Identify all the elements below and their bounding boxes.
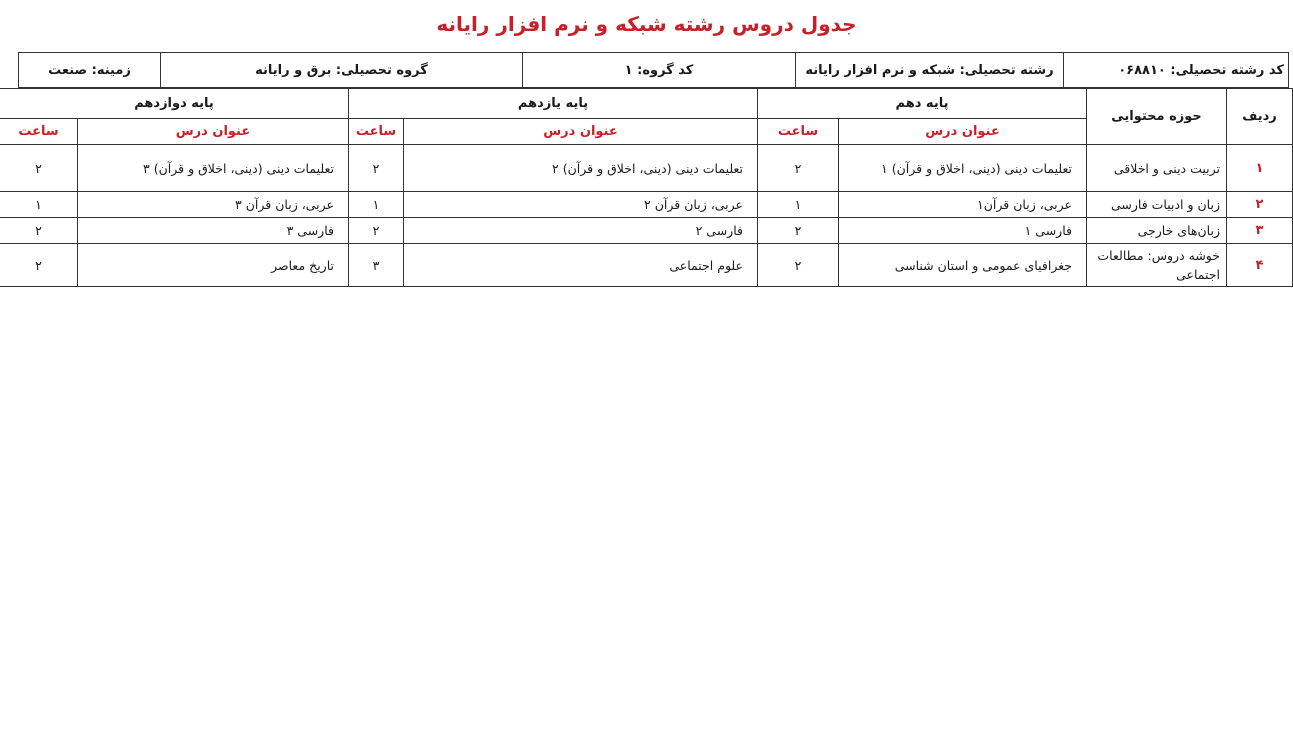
g12-hours-header: ساعت xyxy=(0,119,78,145)
group-name: گروه تحصیلی: برق و رایانه xyxy=(161,53,523,88)
area-header: حوزه محتوایی xyxy=(1087,89,1227,145)
g12-course: تعلیمات دینی (دینی، اخلاق و قرآن) ۳ xyxy=(78,145,349,192)
g12-course: عربی، زبان قرآن ۳ xyxy=(78,192,349,218)
courses-table xyxy=(0,88,1293,287)
table-row xyxy=(0,218,1293,244)
g11-hours: ۳ xyxy=(349,244,404,287)
g11-course: عربی، زبان قرآن ۲ xyxy=(404,192,758,218)
radif-cell: ۲ xyxy=(1227,192,1293,218)
major-code: کد رشته تحصیلی: ۰۶۸۸۱۰ xyxy=(1064,53,1289,88)
g12-course: تاریخ معاصر xyxy=(78,244,349,287)
radif-cell: ۴ xyxy=(1227,244,1293,287)
g10-hours: ۲ xyxy=(758,244,839,287)
radif-header: ردیف xyxy=(1227,89,1293,145)
g10-hours-header: ساعت xyxy=(758,119,839,145)
table-row xyxy=(0,145,1293,192)
g11-course-header: عنوان درس xyxy=(404,119,758,145)
g10-course: جغرافیای عمومی و استان شناسی xyxy=(839,244,1087,287)
major-name: رشته تحصیلی: شبکه و نرم افزار رایانه xyxy=(796,53,1064,88)
g10-hours: ۲ xyxy=(758,218,839,244)
area-cell: زبان‌های خارجی xyxy=(1087,218,1227,244)
radif-cell: ۱ xyxy=(1227,145,1293,192)
g10-hours: ۲ xyxy=(758,145,839,192)
page-title: جدول دروس رشته شبکه و نرم افزار رایانه xyxy=(436,12,857,36)
g12-hours: ۲ xyxy=(0,145,78,192)
g12-hours: ۲ xyxy=(0,244,78,287)
table-row xyxy=(0,244,1293,287)
g10-course: فارسی ۱ xyxy=(839,218,1087,244)
grade11-header: پایه یازدهم xyxy=(349,89,758,119)
field-name: زمینه: صنعت xyxy=(19,53,161,88)
g11-hours-header: ساعت xyxy=(349,119,404,145)
g12-hours: ۲ xyxy=(0,218,78,244)
grade10-header: پایه دهم xyxy=(758,89,1087,119)
grade12-header: پایه دوازدهم xyxy=(0,89,349,119)
info-table xyxy=(18,52,1289,88)
g11-hours: ۲ xyxy=(349,145,404,192)
area-cell: تربیت دینی و اخلاقی xyxy=(1087,145,1227,192)
g11-course: تعلیمات دینی (دینی، اخلاق و قرآن) ۲ xyxy=(404,145,758,192)
course-sheet xyxy=(0,52,1293,287)
g12-course-header: عنوان درس xyxy=(78,119,349,145)
g11-course: علوم اجتماعی xyxy=(404,244,758,287)
g12-course: فارسی ۳ xyxy=(78,218,349,244)
g11-hours: ۲ xyxy=(349,218,404,244)
group-code: کد گروه: ۱ xyxy=(523,53,796,88)
radif-cell: ۳ xyxy=(1227,218,1293,244)
g10-course: تعلیمات دینی (دینی، اخلاق و قرآن) ۱ xyxy=(839,145,1087,192)
g10-course: عربی، زبان قرآن۱ xyxy=(839,192,1087,218)
area-cell: زبان و ادبیات فارسی xyxy=(1087,192,1227,218)
g12-hours: ۱ xyxy=(0,192,78,218)
g11-course: فارسی ۲ xyxy=(404,218,758,244)
g11-hours: ۱ xyxy=(349,192,404,218)
area-cell: خوشه دروس: مطالعات اجتماعی xyxy=(1087,244,1227,287)
table-row xyxy=(0,192,1293,218)
g10-hours: ۱ xyxy=(758,192,839,218)
g10-course-header: عنوان درس xyxy=(839,119,1087,145)
